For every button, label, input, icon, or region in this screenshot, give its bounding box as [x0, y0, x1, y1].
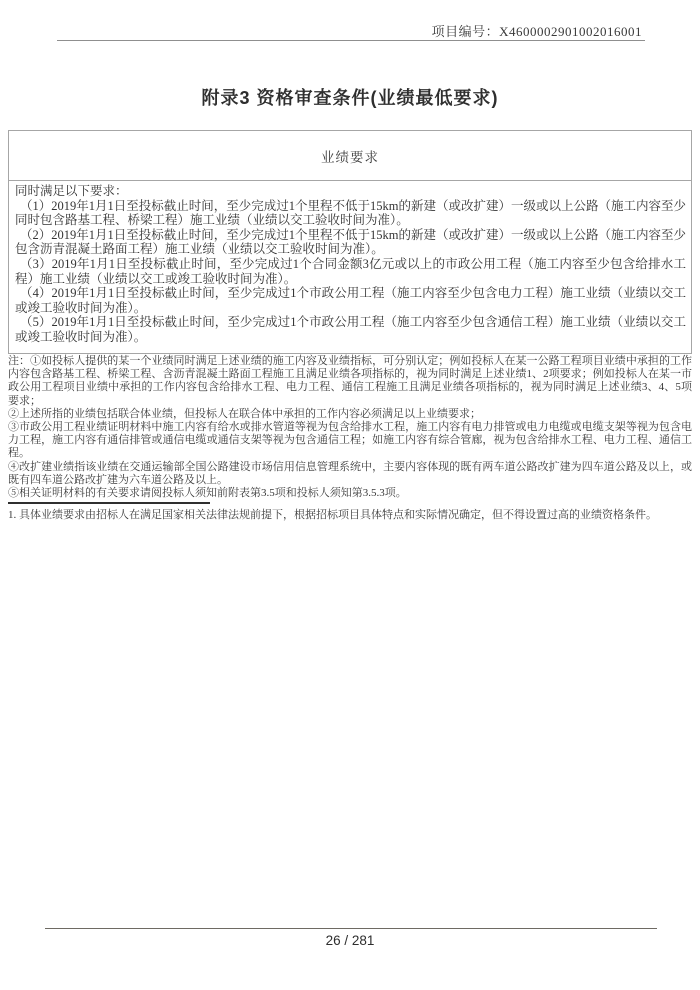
- note-item-5: ⑤相关证明材料的有关要求请阅投标人须知前附表第3.5项和投标人须知第3.5.3项。: [8, 487, 407, 500]
- requirement-item-5: （5）2019年1月1日至投标截止时间，至少完成过1个市政公用工程（施工内容至少包含通信工程）施工业绩（业绩以交工或竣工验收时间为准）。: [15, 315, 686, 344]
- note-item-4: ④改扩建业绩指该业绩在交通运输部全国公路建设市场信用信息管理系统中，主要内容体现的既有两车道公路改扩建为四车道公路及以上，或既有四车道公路改扩建为六车道公路及以上。: [8, 460, 692, 486]
- requirement-item-3: （3）2019年1月1日至投标截止时间，至少完成过1个合同金额3亿元或以上的市政公用工程（施工内容至少包含给排水工程）施工业绩（业绩以交工或竣工验收时间为准）。: [15, 256, 686, 286]
- footnote-separator: [8, 502, 210, 504]
- requirement-item-4: （4）2019年1月1日至投标截止时间，至少完成过1个市政公用工程（施工内容至少包含电力工程）施工业绩（业绩以交工或竣工验收时间为准）。: [15, 286, 686, 315]
- note-item-3: ③市政公用工程业绩证明材料中施工内容有给水或排水管道等视为包含给排水工程，施工内容有电力排管或电力电缆或电缆支架等视为包含电力工程，施工内容有通信排管或通信电缆或通信支架等视为包含通信工程；如施工内容有综合管廊，视为包含给排水工程、电力工程、通信工程。: [8, 421, 692, 460]
- notes-section: [8, 355, 692, 500]
- header-rule: [57, 40, 645, 41]
- note-item-1: [8, 355, 692, 408]
- footnote-text: 1. 具体业绩要求由招标人在满足国家相关法律法规前提下，根据招标项目具体特点和实际情况确定，但不得设置过高的业绩资格条件。: [8, 509, 657, 521]
- requirements-table: [8, 130, 692, 354]
- project-number: 项目编号：X4600002901002016001: [431, 24, 642, 39]
- note-item-1-text: ①如投标人提供的某一个业绩同时满足上述业绩的施工内容及业绩指标，可分别认定；例如投标人在某一公路工程项目业绩中承担的工作内容包含路基工程、桥梁工程、含沥青混凝土路面工程施工且满足业绩各项指标的，视为同时满足上述业绩1、2项要求；例如投标人在某一市政公用工程项目业绩中承担的工作内容包含给排水工程、电力工程、通信工程施工且满足业绩各项指标的，视为同时满足上述业绩3、4、5项要求；: [8, 355, 693, 407]
- page-title: 附录3 资格审查条件(业绩最低要求): [201, 88, 499, 108]
- page-number: 26 / 281: [325, 933, 375, 948]
- requirement-item-2: （2）2019年1月1日至投标截止时间，至少完成过1个里程不低于15km的新建（或改扩建）一级或以上公路（施工内容至少包含沥青混凝土路面工程）施工业绩（业绩以交工验收时间为准）。: [15, 227, 686, 257]
- notes-prefix: 注：: [8, 355, 31, 367]
- requirements-intro: 同时满足以下要求：: [15, 184, 128, 198]
- note-item-2: ②上述所指的业绩包括联合体业绩，但投标人在联合体中承担的工作内容必须满足以上业绩要求；: [8, 407, 481, 420]
- requirement-item-1: （1）2019年1月1日至投标截止时间，至少完成过1个里程不低于15km的新建（或改扩建）一级或以上公路（施工内容至少同时包含路基工程、桥梁工程）施工业绩（业绩以交工验收时间为准）。: [15, 198, 686, 228]
- table-header-cell: 业绩要求: [9, 131, 691, 181]
- table-body-cell: [9, 181, 691, 353]
- footer-rule: [45, 928, 657, 929]
